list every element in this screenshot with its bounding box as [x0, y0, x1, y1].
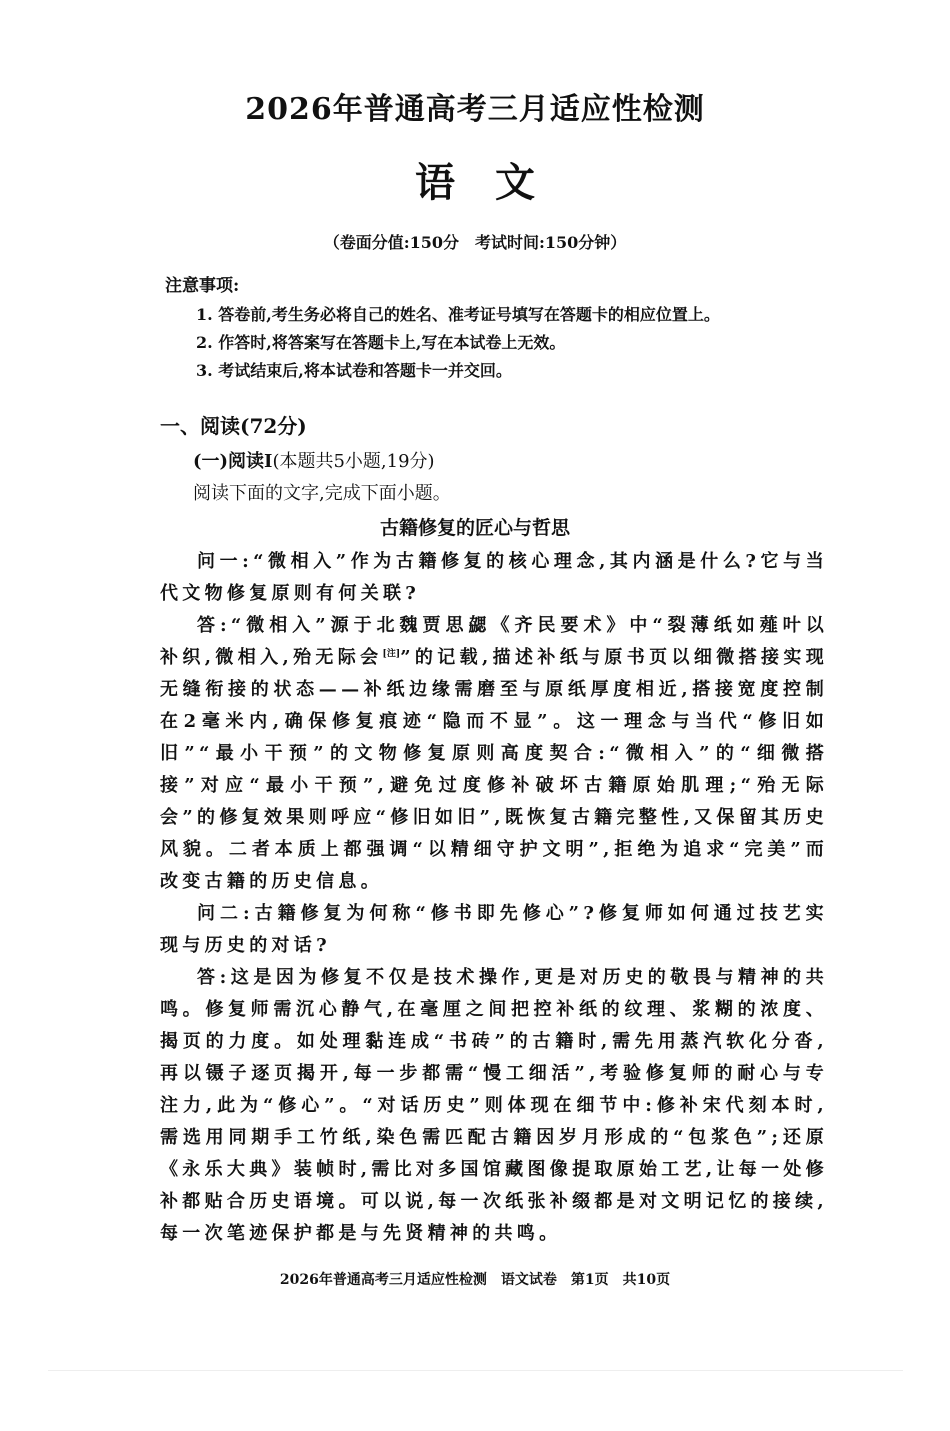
- notice-item: 1. 答卷前,考生务必将自己的姓名、准考证号填写在答题卡的相应位置上。: [196, 305, 720, 324]
- question-1: 问一:“微相入”作为古籍修复的核心理念,其内涵是什么?它与当代文物修复原则有何关联?: [160, 551, 828, 604]
- subsection-title: (一)阅读Ⅰ: [193, 451, 273, 472]
- subsection-detail: (本题共5小题,19分): [272, 451, 435, 472]
- notice-list: [0, 301, 950, 385]
- notice-item: 2. 作答时,将答案写在答题卡上,写在本试卷上无效。: [196, 333, 566, 352]
- answer-1-rest: ”的记载,描述补纸与原书页以细微搭接实现无缝衔接的状态——补纸边缘需磨至与原纸厚度相近,搭接宽度控制在2毫米内,确保修复痕迹“隐而不显”。这一理念与当代“修旧如旧”“最小干预”的文物修复原则高度契合:“微相入”的“细微搭接”对应“最小干预”,避免过度修补破坏古籍原始肌理;“殆无际会”的修复效果则呼应“修旧如旧”,既恢复古籍完整性,又保留其历史风貌。二者本质上都强调“以精细守护文明”,拒绝为追求“完美”而改变古籍的历史信息。: [160, 647, 828, 892]
- article-body: [160, 546, 828, 1250]
- answer-1-start: 答:“微相入”源于北魏贾思勰《齐民要术》中“裂薄纸如薤叶以补织,微相入,殆无际会: [160, 615, 828, 668]
- exam-meta: （卷面分值:150分 考试时间:150分钟）: [323, 233, 627, 252]
- footnote-marker: [注]: [382, 649, 401, 659]
- notice-item: 3. 考试结束后,将本试卷和答题卡一并交回。: [196, 361, 512, 380]
- question-2: 问二:古籍修复为何称“修书即先修心”?修复师如何通过技艺实现与历史的对话?: [160, 903, 828, 956]
- notice-heading: 注意事项:: [165, 276, 240, 296]
- page-footer: 2026年普通高考三月适应性检测 语文试卷 第1页 共10页: [279, 1272, 671, 1288]
- subject-title: 语文: [415, 159, 575, 206]
- answer-1: [160, 610, 828, 898]
- article-title: 古籍修复的匠心与哲思: [379, 517, 570, 539]
- instruction: 阅读下面的文字,完成下面小题。: [193, 483, 451, 504]
- section-heading: 一、阅读(72分): [160, 414, 307, 438]
- exam-title: 2026年普通高考三月适应性检测: [245, 92, 705, 127]
- subsection-heading: [193, 448, 950, 476]
- answer-2: 答:这是因为修复不仅是技术操作,更是对历史的敬畏与精神的共鸣。修复师需沉心静气,在毫厘之间把控补纸的纹理、浆糊的浓度、揭页的力度。如处理黏连成“书砖”的古籍时,需先用蒸汽软化分沓,再以镊子逐页揭开,每一步都需“慢工细活”,考验修复师的耐心与专注力,此为“修心”。“对话历史”则体现在细节中:修补宋代刻本时,需选用同期手工竹纸,染色需匹配古籍因岁月形成的“包浆色”;还原《永乐大典》装帧时,需比对多国馆藏图像提取原始工艺,让每一处修补都贴合历史语境。可以说,每一次纸张补缀都是对文明记忆的接续,每一次笔迹保护都是与先贤精神的共鸣。: [160, 967, 828, 1244]
- page-edge-divider: [48, 1370, 903, 1371]
